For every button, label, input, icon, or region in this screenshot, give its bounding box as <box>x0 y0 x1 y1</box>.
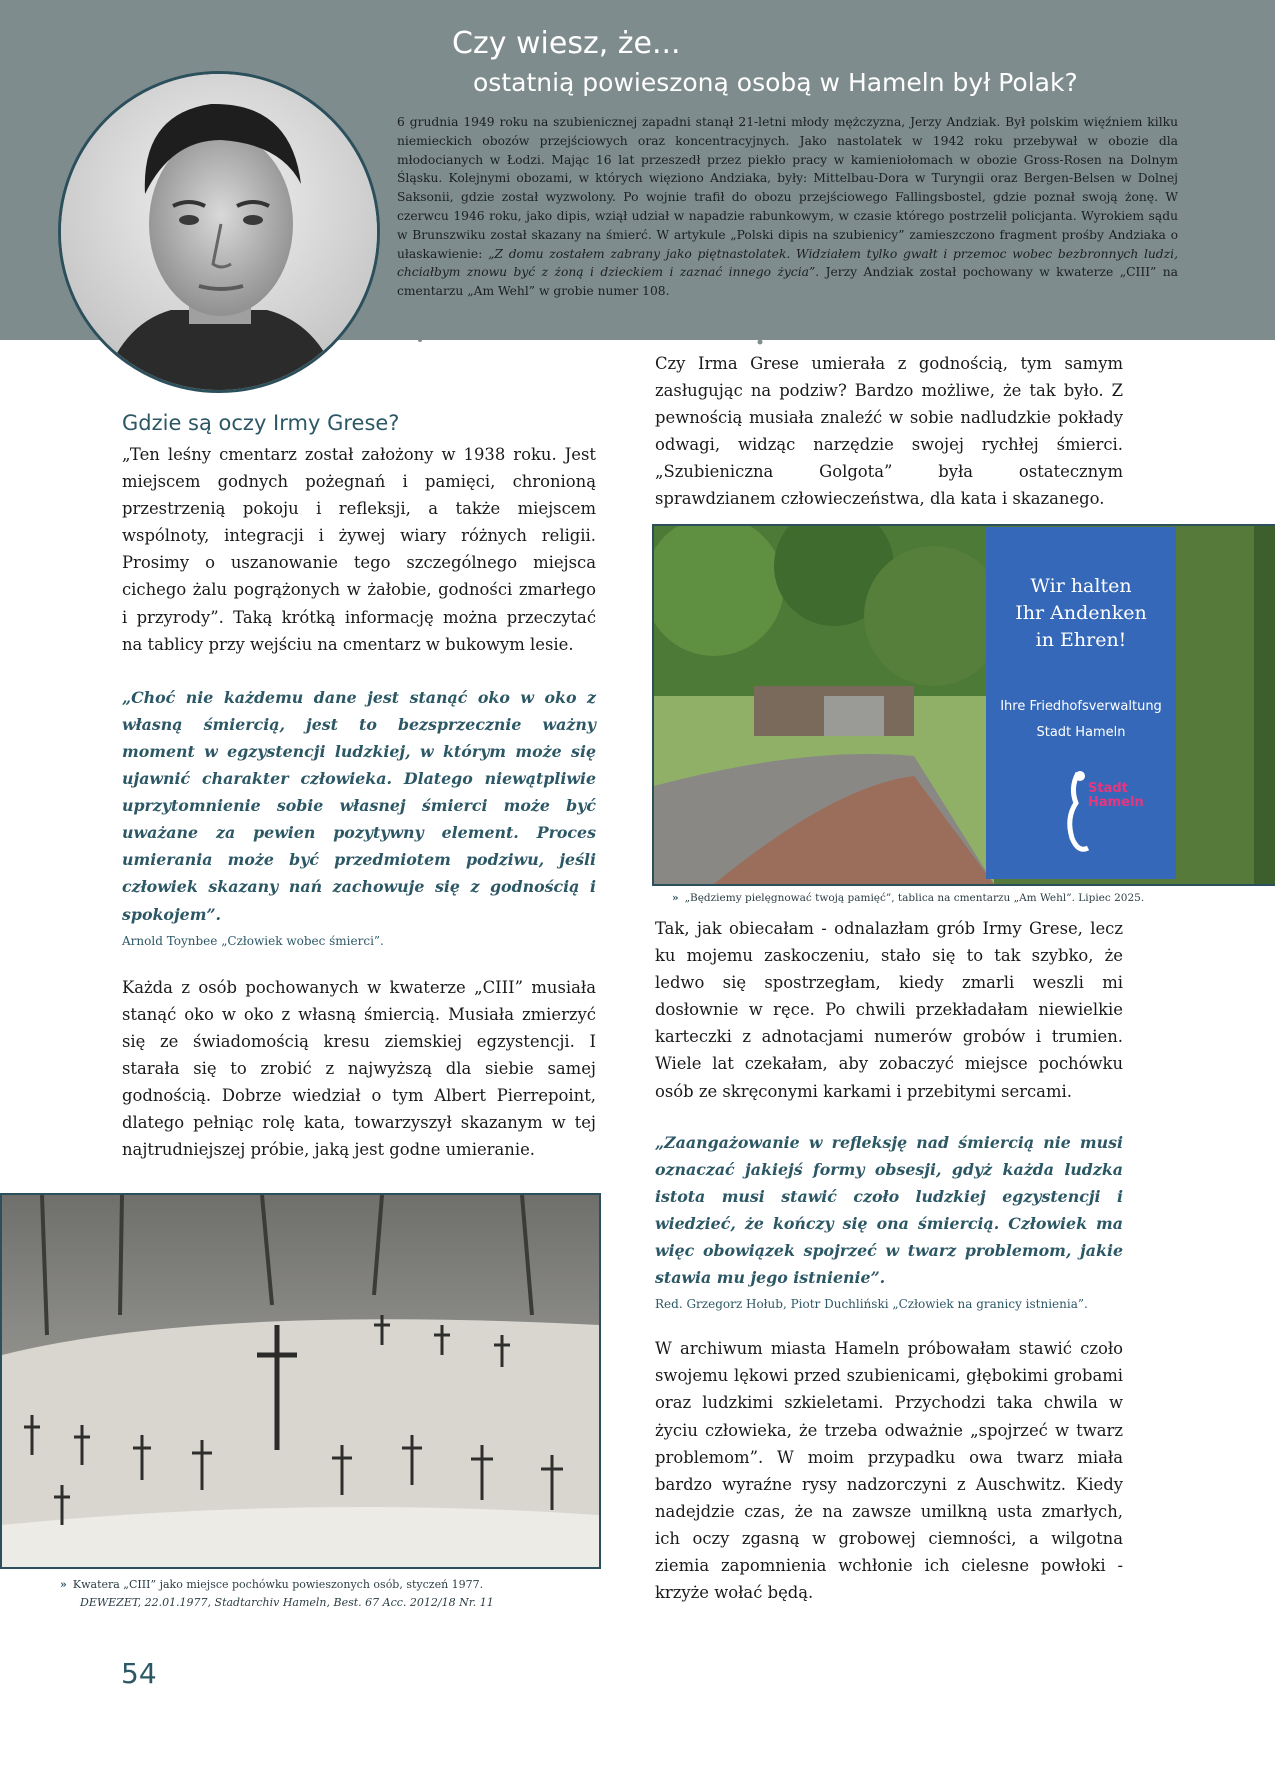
page-number: 54 <box>121 1657 157 1690</box>
left-quote: „Choć nie każdemu dane jest stanąć oko w oko z własną śmiercią, jest to bezsprzecznie ważny moment w egzystencji ludzkiej, w którym może się ujawnić charakter człowieka. Dlatego niewątpliwie uprzytomnienie sobie własnej śmierci może być uważane za pewien pozytywny element. Proces umierania może być przedmiotem podziwu, jeśli człowiek skazany nań zachowuje się z godnością i spokojem”. <box>122 687 596 924</box>
right-paragraph-3: W archiwum miasta Hameln próbowałam stawić czoło swojemu lękowi przed szubienicami, głębokimi grobami oraz ludzkimi szkieletami. Przychodzi taka chwila w życiu człowieka, że trzeba odważnie „spojrzeć w twarz problemom”. W moim przypadku owa twarz miała bardzo wyraźne rysy nadzorczyni z Auschwitz. Kiedy nadejdzie czas, że na zawsze umilkną usta zmarłych, ich oczy zgasną w grobowej ciemności, a wilgotna ziemia zapomnienia wchłonie ich cielesne powłoki - krzyże wołać będą. <box>655 1339 1123 1603</box>
section-subheading: Gdzie są oczy Irmy Grese? <box>122 411 400 435</box>
right-column-bottom <box>655 915 1123 1606</box>
header-title: Czy wiesz, że... <box>452 26 681 61</box>
right-quote-source: Red. Grzegorz Hołub, Piotr Duchliński „Człowiek na granicy istnienia”. <box>655 1297 1088 1312</box>
chevron-icon: » <box>60 1578 67 1591</box>
header-subtitle: ostatnią powieszoną osobą w Hameln był Polak? <box>473 68 1078 97</box>
hameln-logo <box>986 768 1176 858</box>
logo-text-1: Stadt <box>1088 781 1128 796</box>
memorial-sign <box>986 527 1176 879</box>
portrait-photo <box>58 71 380 393</box>
caption-text: „Będziemy pielęgnować twoją pamięć”, tablica na cmentarzu „Am Wehl”. Lipiec 2025. <box>684 892 1145 904</box>
intro-text-2: Jerzy Andziak został pochowany w kwaterze „CIII” na cmentarzu „Am Wehl” w grobie numer 108. <box>397 265 1178 299</box>
sign-text-4: Ihre Friedhofsverwaltung <box>1000 699 1162 714</box>
sign-text-3: in Ehren! <box>1035 629 1127 651</box>
intro-text-1: 6 grudnia 1949 roku na szubienicznej zapadni stanął 21-letni młody mężczyzna, Jerzy Andziak. Był polskim więźniem kilku niemieckich obozów przejściowych oraz koncentracyjnych. Jako nastolatek w 1942 roku przebywał w obozie dla młodocianych w Łodzi. Mając 16 lat przeszedł przez piekło pracy w kamieniołomach w obozie Gross-Rosen na Dolnym Śląsku. Kolejnymi obozami, w których więziono Andziaka, były: Mittelbau-Dora w Turyngii oraz Bergen-Belsen w Dolnej Saksonii, gdzie został wyzwolony. Po wojnie trafił do obozu przejściowego Fallingsbostel, gdzie poznał swoją żonę. W czerwcu 1946 roku, jako dipis, wziął udział w napadzie rabunkowym, w czasie którego postrzelił policjanta. Wyrokiem sądu w Brunszwiku został skazany na śmierć. W artykule „Polski dipis na szubienicy” zamieszczono fragment prośby Andziaka o ułaskawienie: <box>397 115 1178 261</box>
portrait-image <box>61 74 377 390</box>
sign-text-2: Ihr Andenken <box>1015 602 1147 624</box>
cemetery-photo <box>0 1193 601 1569</box>
intro-paragraph <box>397 113 1178 301</box>
left-column-top <box>122 441 596 1163</box>
cemetery-photo-caption <box>60 1576 580 1612</box>
caption-text: Kwatera „CIII” jako miejsce pochówku powieszonych osób, styczeń 1977. <box>72 1578 484 1591</box>
cemetery-gate-photo <box>652 524 1275 886</box>
left-quote-source: Arnold Toynbee „Człowiek wobec śmierci”. <box>122 933 384 948</box>
right-quote: „Zaangażowanie w refleksję nad śmiercią nie musi oznaczać jakiejś formy obsesji, gdyż każda ludzka istota musi stawić czoło ludzkiej egzystencji i wiedzieć, że kończy się ona śmiercią. Człowiek ma więc obowiązek spojrzeć w twarz problemom, jakie stawia mu jego istnienie”. <box>655 1132 1123 1288</box>
chevron-icon: » <box>672 892 679 904</box>
logo-text-2: Hameln <box>1088 795 1144 810</box>
sign-text-1: Wir halten <box>1030 575 1132 597</box>
sign-text-5: Stadt Hameln <box>1036 725 1126 740</box>
right-paragraph-2: Tak, jak obiecałam - odnalazłam grób Irmy Grese, lecz ku mojemu zaskoczeniu, stało się to tak szybko, że ledwo się spostrzegłam, kiedy zmarli weszli mi dosłownie w ręce. Po chwili przekładałam niewielkie karteczki z adnotacjami numerów grobów i trumien. Wiele lat czekałam, aby zobaczyć miejsce pochówku osób ze skręconymi karkami i przebitymi sercami. <box>655 919 1123 1101</box>
intro-quote: „Z domu zostałem zabrany jako piętnastolatek. Widziałem tylko gwałt i przemoc wobec bezbronnych ludzi, chciałbym znowu być z żoną i dzieckiem i zaznać innego życia”. <box>397 246 1179 280</box>
caption-source: DEWEZET, 22.01.1977, Stadtarchiv Hameln, Best. 67 Acc. 2012/18 Nr. 11 <box>80 1596 494 1609</box>
gate-image <box>654 526 1275 884</box>
cemetery-image <box>2 1195 599 1567</box>
left-paragraph-1: „Ten leśny cmentarz został założony w 1938 roku. Jest miejscem godnych pożegnań i pamięci, chronioną przestrzenią pokoju i refleksji, a także miejscem wspólnoty, integracji i żywej wiary różnych religii. Prosimy o uszanowanie tego szczególnego miejsca cichego żalu pogrążonych w żałobie, godności zmarłego i przyrody”. Taką krótką informację można przeczytać na tablicy przy wejściu na cmentarz w bukowym lesie. <box>122 445 596 654</box>
right-paragraph-1: Czy Irma Grese umierała z godnością, tym samym zasługując na podziw? Bardzo możliwe, że tak było. Z pewnością musiała znaleźć w sobie nadludzkie pokłady odwagi, widząc narzędzie swojej rychłej śmierci. „Szubieniczna Golgota” była ostatecznym sprawdzianem człowieczeństwa, dla kata i skazanego. <box>655 354 1123 509</box>
left-paragraph-2: Każda z osób pochowanych w kwaterze „CIII” musiała stanąć oko w oko z własną śmiercią. Musiała zmierzyć się ze świadomością kresu ziemskiej egzystencji. I starała się to zrobić z najwyższą dla siebie samej godnością. Dobrze wiedział o tym Albert Pierrepoint, dlatego pełniąc rolę kata, towarzyszył skazanym w tej najtrudniejszej próbie, jaką jest godne umieranie. <box>122 977 596 1160</box>
gate-photo-caption <box>672 889 1272 907</box>
right-column-top <box>655 350 1123 513</box>
